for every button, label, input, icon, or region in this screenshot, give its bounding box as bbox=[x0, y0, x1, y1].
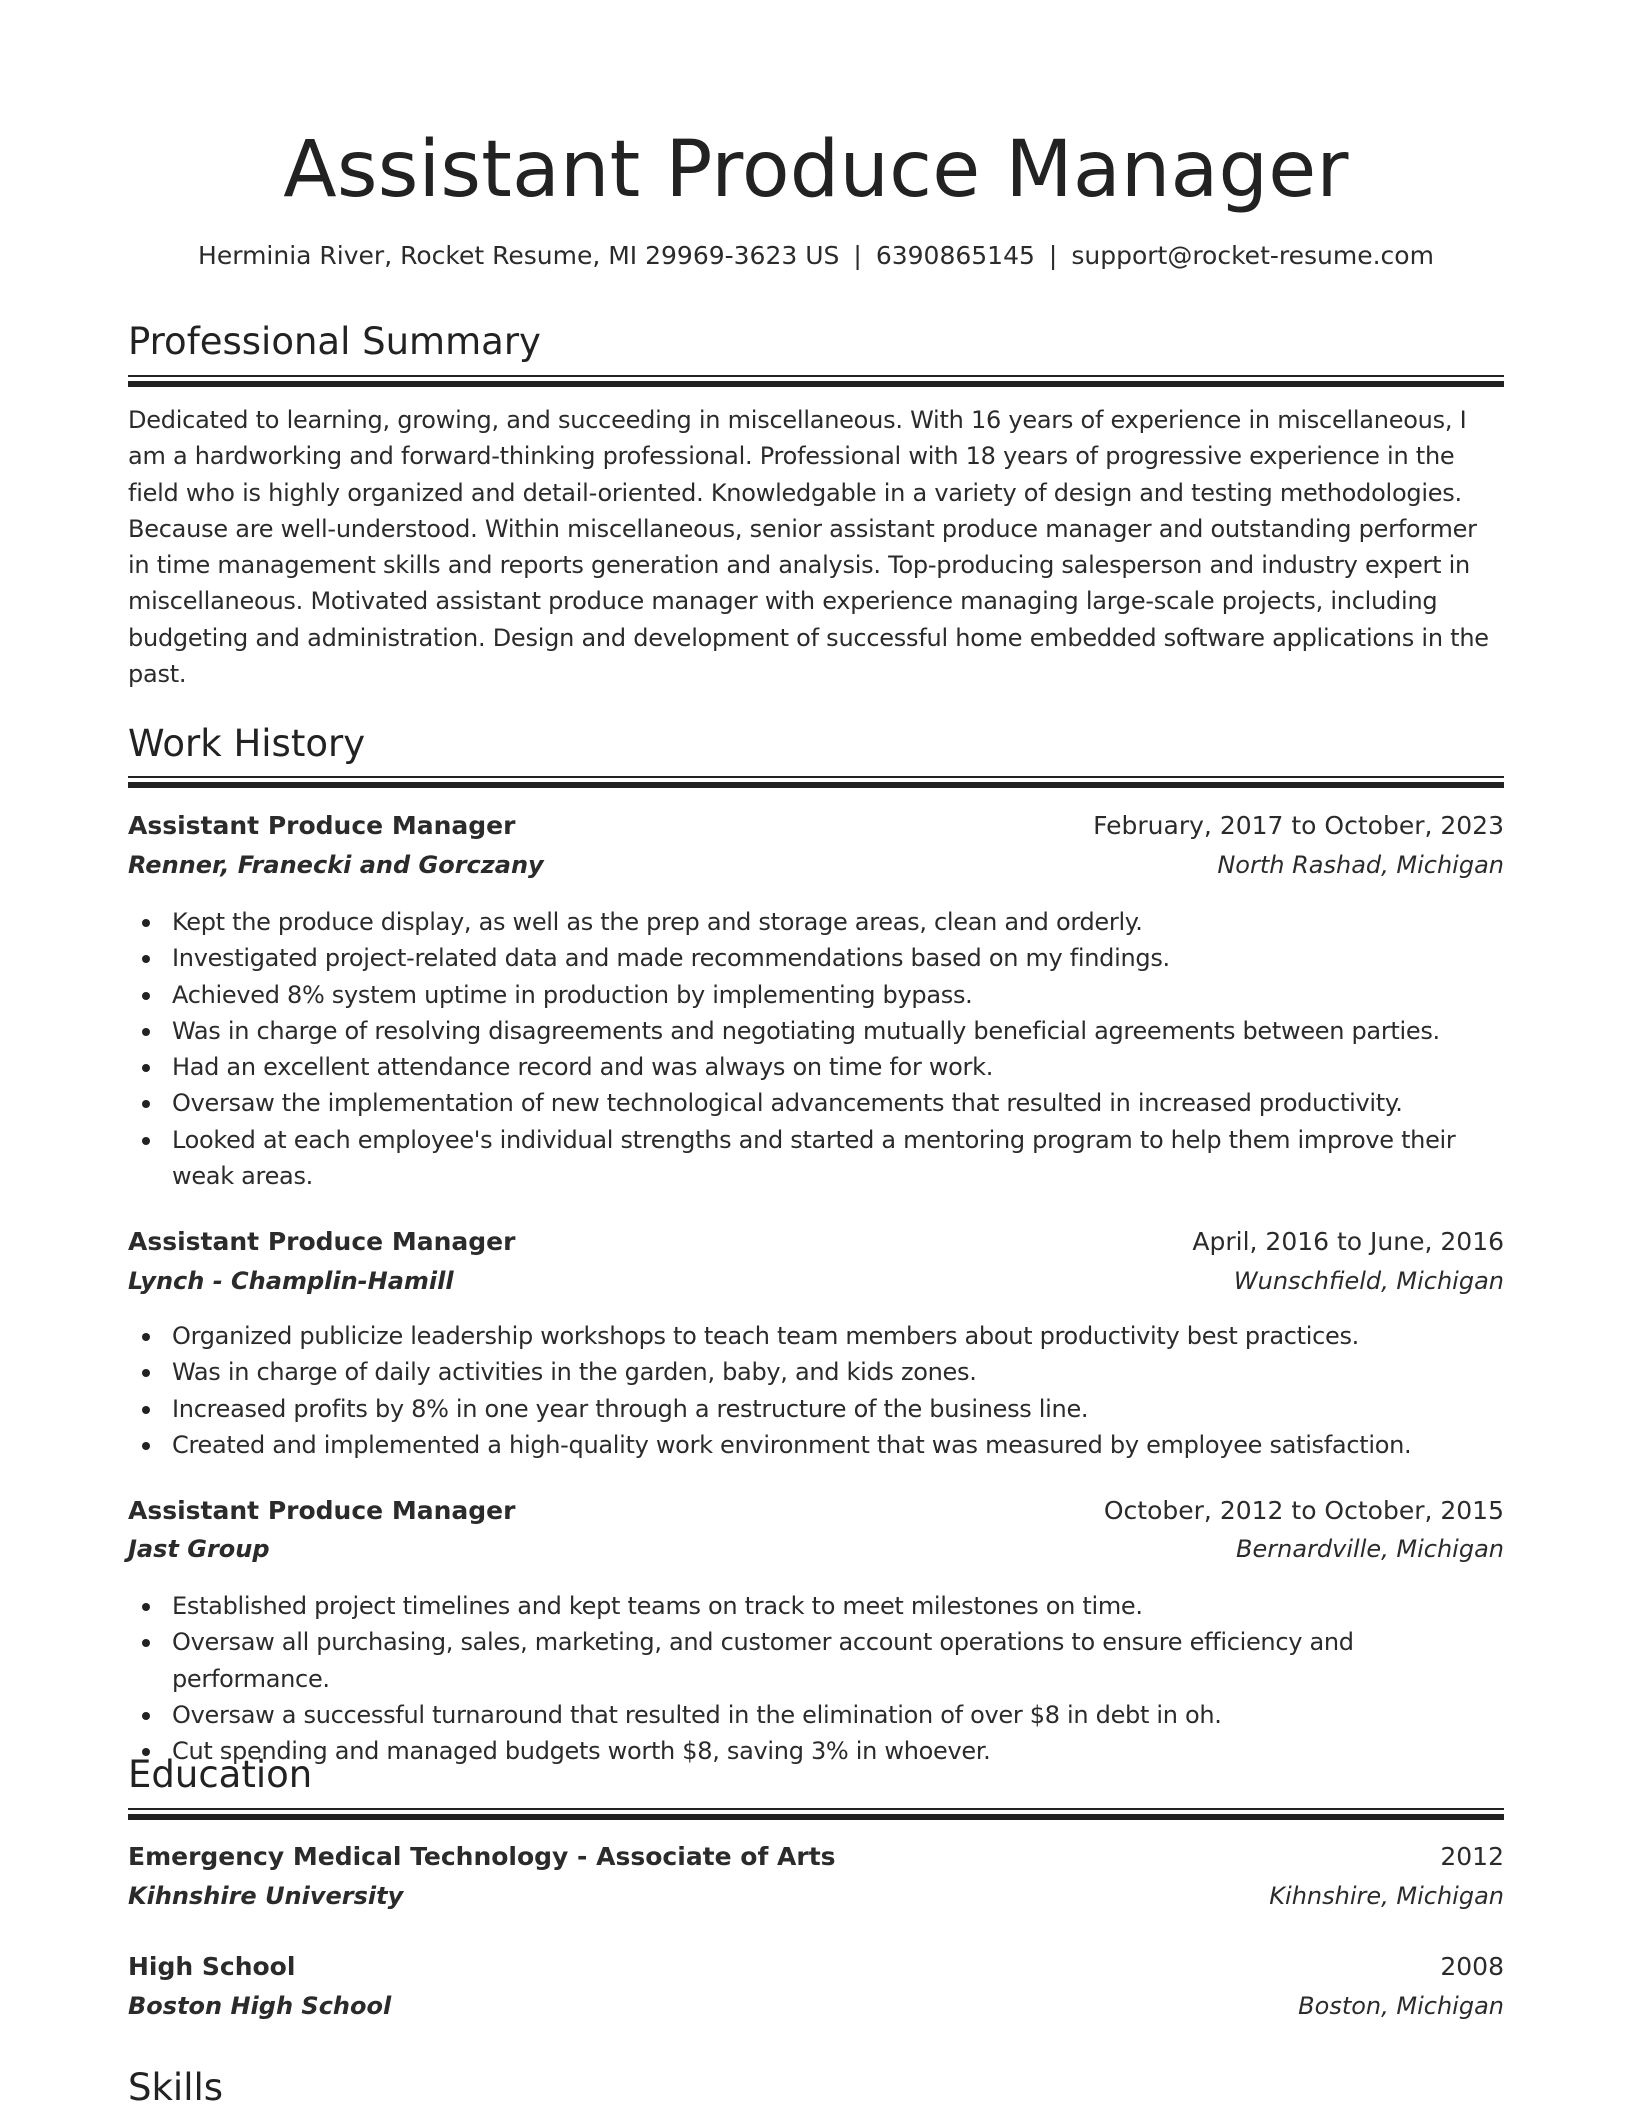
list-item bbox=[128, 1427, 1504, 1463]
bullet-icon bbox=[142, 1333, 150, 1341]
list-item bbox=[128, 1391, 1504, 1427]
education-heading: Education bbox=[128, 1753, 313, 1796]
list-item bbox=[128, 1013, 1504, 1049]
job-bullets bbox=[128, 1588, 1504, 1769]
section-divider bbox=[128, 1808, 1504, 1821]
job-dates: April, 2016 to June, 2016 bbox=[1192, 1227, 1504, 1256]
education-school: Kihnshire University bbox=[128, 1882, 404, 1910]
education-school-row bbox=[128, 1877, 1504, 1917]
education-school-row bbox=[128, 1987, 1504, 2027]
bullet-text: Created and implemented a high-quality work environment that was measured by employee satisfaction. bbox=[172, 1430, 1412, 1459]
bullet-icon bbox=[142, 1100, 150, 1108]
bullet-text: Increased profits by 8% in one year through a restructure of the business line. bbox=[172, 1394, 1089, 1423]
bullet-icon bbox=[142, 1406, 150, 1414]
contact-phone: 6390865145 bbox=[875, 241, 1035, 270]
bullet-text: Had an excellent attendance record and was always on time for work. bbox=[172, 1053, 994, 1082]
job-location: North Rashad, Michigan bbox=[1217, 851, 1504, 879]
job-employer: Lynch - Champlin-Hamill bbox=[128, 1267, 454, 1295]
work-history-heading: Work History bbox=[128, 722, 366, 765]
skills-heading: Skills bbox=[128, 2066, 224, 2109]
bullet-icon bbox=[142, 1064, 150, 1072]
education-year: 2008 bbox=[1440, 1952, 1504, 1981]
job-employer-row bbox=[128, 846, 1504, 886]
bullet-text: Was in charge of daily activities in the garden, baby, and kids zones. bbox=[172, 1358, 977, 1387]
job-title: Assistant Produce Manager bbox=[128, 811, 516, 840]
job-employer: Renner, Franecki and Gorczany bbox=[128, 851, 544, 879]
education-year: 2012 bbox=[1440, 1842, 1504, 1871]
job-title: Assistant Produce Manager bbox=[128, 1496, 516, 1525]
job-dates: February, 2017 to October, 2023 bbox=[1093, 811, 1504, 840]
bullet-text: Achieved 8% system uptime in production by implementing bypass. bbox=[172, 980, 973, 1009]
education-degree: High School bbox=[128, 1952, 296, 1981]
job-location: Bernardville, Michigan bbox=[1236, 1535, 1504, 1563]
bullet-icon bbox=[142, 1137, 150, 1145]
summary-text: Dedicated to learning, growing, and succeeding in miscellaneous. With 16 years of experience in miscellaneous, I am a hardworking and forward-thinking professional. Professional with 18 years of progressive experience in the field who is highly organized and detail-oriented. Knowledgable in a variety of design and testing methodologies. Because are well-understood. Within miscellaneous, senior assistant produce manager and outstanding performer in time management skills and reports generation and analysis. Top-producing salesperson and industry expert in miscellaneous. Motivated assistant produce manager with experience managing large-scale projects, including budgeting and administration. Design and development of successful home embedded software applications in the past. bbox=[128, 406, 1489, 689]
bullet-icon bbox=[142, 1639, 150, 1647]
contact-email: support@rocket-resume.com bbox=[1071, 241, 1434, 270]
bullet-text: Oversaw all purchasing, sales, marketing, and customer account operations to ensure efficiency and performance. bbox=[172, 1628, 1354, 1693]
job-employer-row bbox=[128, 1530, 1504, 1570]
bullet-text: Kept the produce display, as well as the prep and storage areas, clean and orderly. bbox=[172, 908, 1143, 936]
contact-line bbox=[128, 236, 1504, 276]
education-school: Boston High School bbox=[128, 1992, 392, 2020]
job-header bbox=[128, 1491, 1504, 1531]
contact-address: Herminia River, Rocket Resume, MI 29969-3623 US bbox=[198, 241, 840, 270]
bullet-icon bbox=[142, 992, 150, 1000]
job-title: Assistant Produce Manager bbox=[128, 1227, 516, 1256]
job-header bbox=[128, 806, 1504, 846]
list-item bbox=[128, 1624, 1504, 1697]
list-item bbox=[128, 940, 1504, 976]
contact-separator: | bbox=[1048, 241, 1058, 270]
education-degree: Emergency Medical Technology - Associate of Arts bbox=[128, 1842, 836, 1871]
job-bullets bbox=[128, 904, 1504, 1194]
bullet-icon bbox=[142, 1603, 150, 1611]
bullet-icon bbox=[142, 955, 150, 963]
bullet-icon bbox=[142, 1712, 150, 1720]
job-employer: Jast Group bbox=[128, 1535, 270, 1563]
education-header bbox=[128, 1947, 1504, 1987]
section-divider bbox=[128, 776, 1504, 789]
list-item bbox=[128, 1122, 1504, 1195]
job-bullets bbox=[128, 1318, 1504, 1463]
bullet-icon bbox=[142, 919, 150, 927]
list-item bbox=[128, 977, 1504, 1013]
job-dates: October, 2012 to October, 2015 bbox=[1103, 1496, 1504, 1525]
bullet-text: Organized publicize leadership workshops to teach team members about productivity best practices. bbox=[172, 1322, 1359, 1350]
list-item bbox=[128, 1588, 1504, 1624]
resume-title: Assistant Produce Manager bbox=[283, 125, 1349, 215]
job-location: Wunschfield, Michigan bbox=[1233, 1267, 1504, 1295]
education-header bbox=[128, 1837, 1504, 1877]
bullet-text: Established project timelines and kept teams on track to meet milestones on time. bbox=[172, 1592, 1143, 1620]
list-item bbox=[128, 1049, 1504, 1085]
list-item bbox=[128, 1733, 1504, 1769]
section-divider bbox=[128, 375, 1504, 388]
contact-separator: | bbox=[853, 241, 862, 270]
education-location: Boston, Michigan bbox=[1298, 1992, 1504, 2020]
list-item bbox=[128, 1354, 1504, 1390]
list-item bbox=[128, 1085, 1504, 1121]
bullet-text: Cut spending and managed budgets worth $8, saving 3% in whoever. bbox=[172, 1737, 991, 1766]
list-item bbox=[128, 904, 1504, 940]
summary-heading: Professional Summary bbox=[128, 320, 541, 363]
education-location: Kihnshire, Michigan bbox=[1269, 1882, 1504, 1910]
bullet-icon bbox=[142, 1442, 150, 1450]
job-employer-row bbox=[128, 1262, 1504, 1302]
list-item bbox=[128, 1697, 1504, 1733]
bullet-text: Oversaw the implementation of new technological advancements that resulted in increased productivity. bbox=[172, 1089, 1403, 1118]
list-item bbox=[128, 1318, 1504, 1354]
bullet-text: Investigated project-related data and made recommendations based on my findings. bbox=[172, 944, 1170, 973]
job-header bbox=[128, 1222, 1504, 1262]
bullet-icon bbox=[142, 1028, 150, 1036]
bullet-text: Was in charge of resolving disagreements and negotiating mutually beneficial agreements between parties. bbox=[172, 1016, 1440, 1045]
bullet-text: Looked at each employee's individual strengths and started a mentoring program to help them improve their weak areas. bbox=[172, 1125, 1456, 1191]
bullet-text: Oversaw a successful turnaround that resulted in the elimination of over $8 in debt in oh. bbox=[172, 1700, 1222, 1729]
bullet-icon bbox=[142, 1369, 150, 1377]
